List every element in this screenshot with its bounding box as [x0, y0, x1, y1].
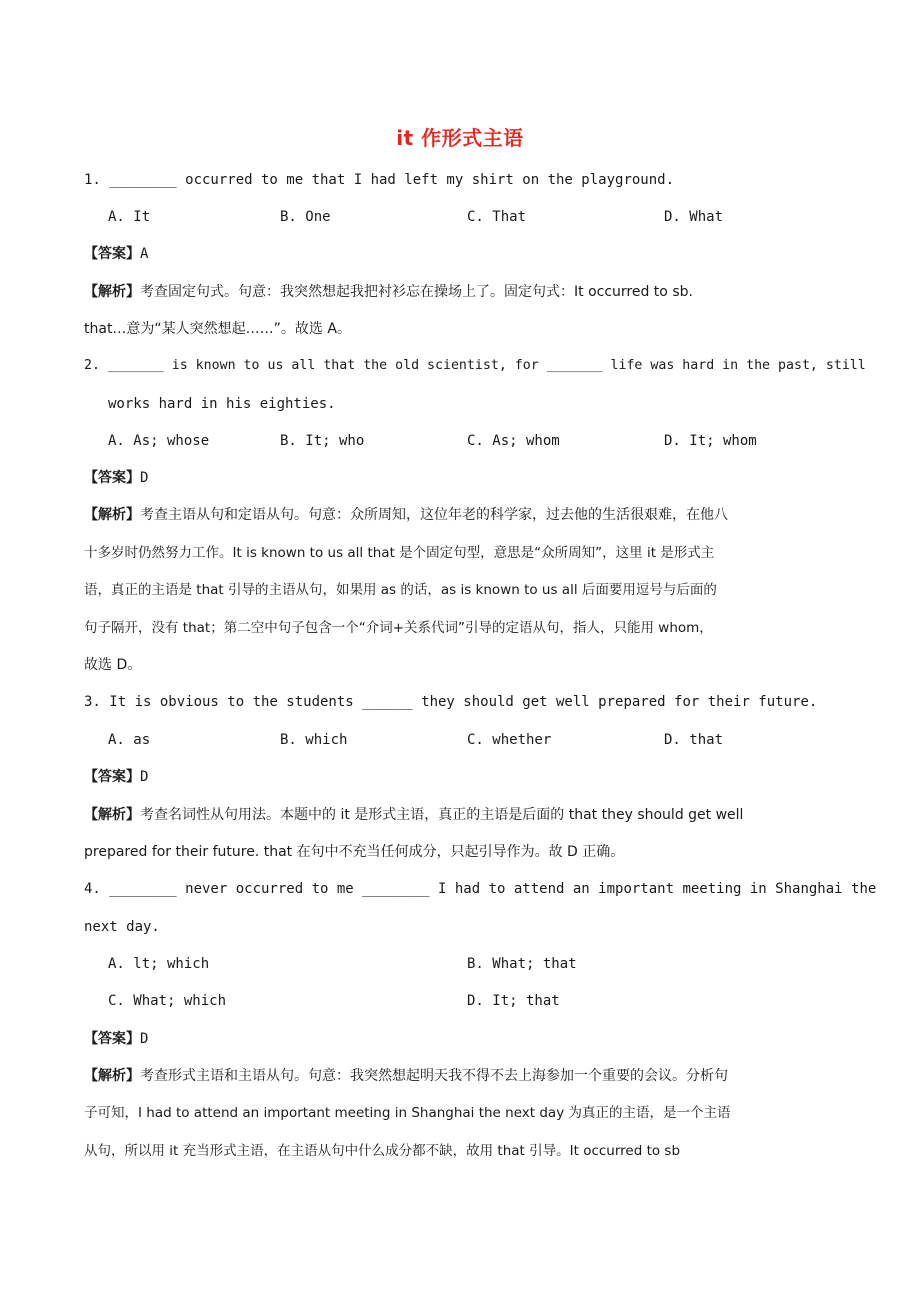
question-1-option-d: D. What — [664, 209, 724, 225]
question-1-analysis-line-2: that…意为“某人突然想起……”。故选 A。 — [84, 321, 351, 337]
question-4-stem-line-1: 4. ________ never occurred to me ________ I had to attend an important meeting in Shanghai the — [84, 881, 877, 897]
question-4-analysis-line-3: 从句，所以用 it 充当形式主语，在主语从句中什么成分都不缺，故用 that 引导。It occurred to sb — [84, 1143, 681, 1159]
answer-label: 【答案】 — [84, 1031, 140, 1047]
answer-value: D — [140, 769, 149, 785]
question-2-analysis-line-5: 故选 D。 — [84, 657, 142, 673]
analysis-text: 考查形式主语和主语从句。句意：我突然想起明天我不得不去上海参加一个重要的会议。分析句 — [140, 1068, 728, 1084]
question-1-option-c: C. That — [467, 209, 527, 225]
question-2-stem-line-1: 2. _______ is known to us all that the old scientist, for _______ life was hard in the past, still — [84, 358, 866, 373]
question-4-analysis-line-1 — [84, 1066, 728, 1086]
answer-value: D — [140, 1031, 149, 1047]
question-2-answer — [84, 468, 148, 488]
answer-label: 【答案】 — [84, 246, 140, 262]
question-3-option-d: D. that — [664, 732, 724, 748]
question-1-stem: 1. ________ occurred to me that I had left my shirt on the playground. — [84, 172, 675, 188]
question-2-option-d: D. It; whom — [664, 433, 757, 449]
question-4-option-b: B. What; that — [467, 956, 577, 972]
question-3-option-a: A. as — [108, 732, 151, 748]
question-1-answer — [84, 244, 148, 264]
analysis-text: 考查主语从句和定语从句。句意：众所周知，这位年老的科学家，过去他的生活很艰难，在他八 — [140, 507, 728, 523]
question-2-analysis-line-1 — [84, 505, 728, 525]
question-4-answer — [84, 1029, 148, 1049]
answer-value: D — [140, 470, 149, 486]
question-3-stem: 3. It is obvious to the students ______ they should get well prepared for their future. — [84, 694, 818, 710]
question-2-analysis-line-2: 十多岁时仍然努力工作。It is known to us all that 是个固定句型，意思是“众所周知”，这里 it 是形式主 — [84, 545, 715, 561]
question-2-analysis-line-4: 句子隔开，没有 that；第二空中句子包含一个“介词+关系代词”引导的定语从句，指人，只能用 whom， — [84, 620, 713, 636]
question-3-answer — [84, 767, 148, 787]
question-4-option-c: C. What; which — [108, 993, 227, 1009]
question-4-stem-line-2: next day. — [84, 919, 160, 935]
question-2-option-a: A. As; whose — [108, 433, 210, 449]
analysis-label: 【解析】 — [84, 507, 140, 523]
question-3-option-b: B. which — [280, 732, 348, 748]
question-1-option-a: A. It — [108, 209, 151, 225]
question-2-option-c: C. As; whom — [467, 433, 560, 449]
question-4-option-d: D. It; that — [467, 993, 560, 1009]
question-3-option-c: C. whether — [467, 732, 552, 748]
question-2-option-b: B. It; who — [280, 433, 365, 449]
analysis-text: 考查名词性从句用法。本题中的 it 是形式主语，真正的主语是后面的 that they should get well — [140, 807, 744, 823]
question-3-analysis-line-1 — [84, 805, 743, 825]
analysis-label: 【解析】 — [84, 807, 140, 823]
analysis-label: 【解析】 — [84, 1068, 140, 1084]
question-1-analysis-line-1 — [84, 282, 693, 302]
answer-label: 【答案】 — [84, 470, 140, 486]
page-title: it 作形式主语 — [396, 126, 524, 150]
analysis-label: 【解析】 — [84, 284, 140, 300]
answer-value: A — [140, 246, 149, 262]
analysis-text: 考查固定句式。句意：我突然想起我把衬衫忘在操场上了。固定句式：It occurred to sb. — [140, 284, 693, 300]
question-3-analysis-line-2: prepared for their future. that 在句中不充当任何成分，只起引导作为。故 D 正确。 — [84, 844, 625, 860]
question-1-option-b: B. One — [280, 209, 331, 225]
question-4-analysis-line-2: 子可知，I had to attend an important meeting in Shanghai the next day 为真正的主语，是一个主语 — [84, 1105, 731, 1121]
answer-label: 【答案】 — [84, 769, 140, 785]
question-4-option-a: A. lt; which — [108, 956, 210, 972]
question-2-stem-line-2: works hard in his eighties. — [108, 396, 336, 412]
question-2-analysis-line-3: 语，真正的主语是 that 引导的主语从句，如果用 as 的话，as is known to us all 后面要用逗号与后面的 — [84, 582, 717, 598]
